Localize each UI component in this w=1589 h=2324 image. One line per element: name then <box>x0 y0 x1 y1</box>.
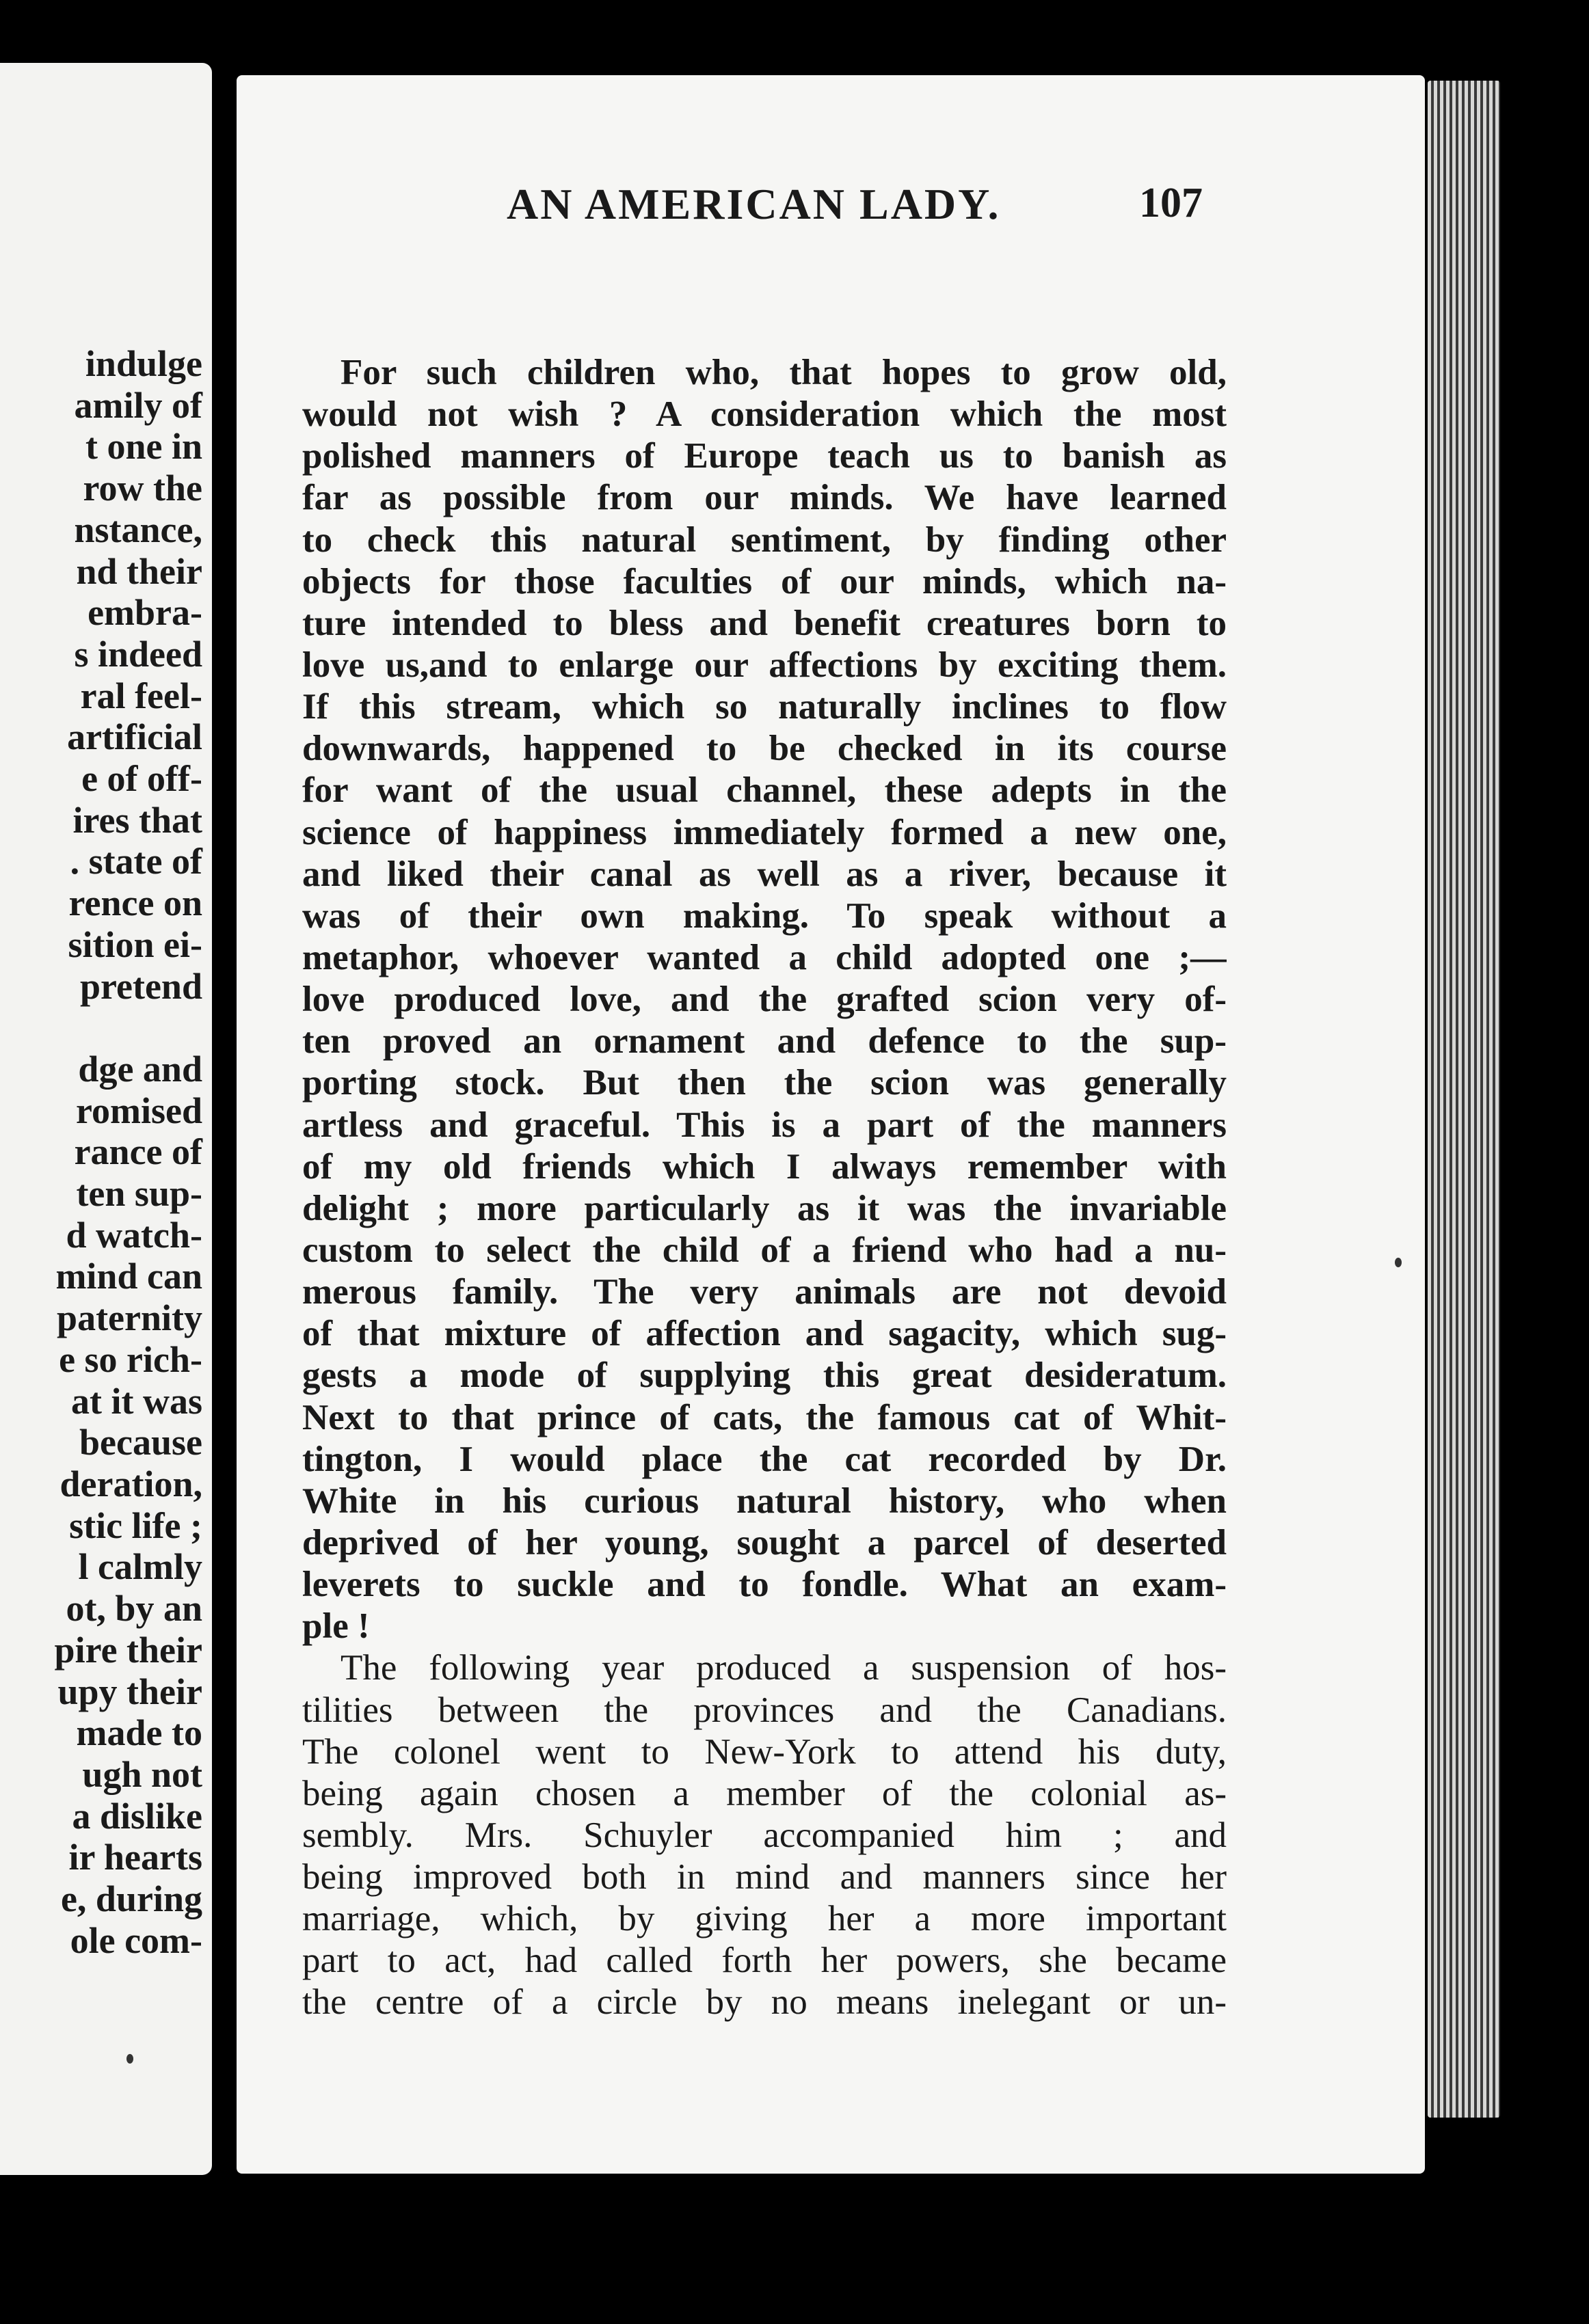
text-line: part to act, had called forth her powers, she became <box>302 1941 1227 1981</box>
text-line: downwards, happened to be checked in its course <box>302 729 1227 769</box>
left-page-line: artificial <box>67 716 202 758</box>
left-page-line: deration, <box>59 1463 202 1504</box>
left-page-line: d watch- <box>66 1214 202 1256</box>
text-line: being again chosen a member of the colonial as- <box>302 1773 1227 1813</box>
left-page-line: e, during <box>60 1878 202 1920</box>
text-line: porting stock. But then the scion was generally <box>302 1063 1227 1103</box>
left-page-line: ires that <box>72 799 202 841</box>
text-line: The following year produced a suspension of hos- <box>340 1648 1227 1688</box>
left-page-line: stic life ; <box>69 1504 202 1546</box>
left-page-line: upy their <box>57 1671 202 1712</box>
text-line: polished manners of Europe teach us to banish as <box>302 436 1227 476</box>
ink-blot <box>1395 1258 1402 1267</box>
text-line: For such children who, that hopes to grow old, <box>340 353 1227 392</box>
text-line: the centre of a circle by no means inelegant or un- <box>302 1982 1227 2023</box>
left-page-line: a dislike <box>72 1795 202 1837</box>
left-page-line: rance of <box>74 1131 202 1173</box>
left-page-line: ot, by an <box>66 1588 202 1630</box>
left-page-line: ugh not <box>82 1753 202 1795</box>
paragraph <box>302 1647 1227 2023</box>
text-line: tilities between the provinces and the Canadians. <box>302 1690 1227 1730</box>
left-page-line: ten sup- <box>76 1173 202 1215</box>
text-line: The colonel went to New-York to attend his duty, <box>302 1731 1227 1772</box>
text-line: for want of the usual channel, these adepts in the <box>302 770 1227 811</box>
left-facing-page <box>0 63 212 2175</box>
left-page-line: ir hearts <box>68 1837 202 1878</box>
paragraph <box>302 352 1227 1647</box>
text-line: ture intended to bless and benefit creatures born to <box>302 603 1227 643</box>
left-page-line: rence on <box>68 882 202 924</box>
page-body-text <box>302 352 1227 2024</box>
text-line: ple ! <box>302 1606 370 1647</box>
text-line: of that mixture of affection and sagacity, which sug- <box>302 1314 1227 1354</box>
left-page-line: paternity <box>57 1297 202 1339</box>
text-line: metaphor, whoever wanted a child adopted one ;— <box>302 937 1227 977</box>
text-line: White in his curious natural history, who when <box>302 1481 1227 1521</box>
text-line: love us,and to enlarge our affections by exciting them. <box>302 645 1227 685</box>
text-line: If this stream, which so naturally inclines to flow <box>302 687 1227 727</box>
left-page-text <box>55 343 202 1961</box>
left-page-line: at it was <box>71 1380 202 1422</box>
book-page-edges <box>1428 81 1500 2118</box>
text-line: far as possible from our minds. We have learned <box>302 478 1227 518</box>
text-line: of my old friends which I always remember with <box>302 1146 1227 1187</box>
text-line: science of happiness immediately formed a new one, <box>302 812 1227 852</box>
left-page-line: pire their <box>54 1629 202 1671</box>
text-line: leverets to suckle and to fondle. What an exam- <box>302 1565 1227 1605</box>
left-page-line: mind can <box>55 1256 202 1297</box>
left-page-line: nstance, <box>74 509 202 550</box>
text-line: sembly. Mrs. Schuyler accompanied him ; and <box>302 1815 1227 1855</box>
page-number: 107 <box>1139 180 1203 226</box>
left-page-line: row the <box>83 468 202 509</box>
left-page-line: dge and <box>78 1048 202 1090</box>
left-page-line: romised <box>76 1090 202 1131</box>
text-line: was of their own making. To speak without a <box>302 895 1227 936</box>
text-line: ten proved an ornament and defence to the sup- <box>302 1021 1227 1062</box>
text-line: Next to that prince of cats, the famous cat of Whit- <box>302 1397 1227 1437</box>
text-line: artless and graceful. This is a part of the manners <box>302 1105 1227 1145</box>
left-page-line: . state of <box>70 841 202 882</box>
left-page-line: l calmly <box>78 1546 202 1588</box>
text-line: would not wish ? A consideration which the most <box>302 394 1227 435</box>
left-page-line: embra- <box>88 592 202 634</box>
left-page-line: ral feel- <box>80 675 202 716</box>
text-line: gests a mode of supplying this great desideratum. <box>302 1355 1227 1396</box>
text-line: custom to select the child of a friend who had a nu- <box>302 1230 1227 1270</box>
ink-blot <box>126 2054 133 2064</box>
text-line: deprived of her young, sought a parcel of deserted <box>302 1522 1227 1563</box>
text-line: objects for those faculties of our minds, which na- <box>302 561 1227 602</box>
text-line: to check this natural sentiment, by finding other <box>302 519 1227 560</box>
text-line: tington, I would place the cat recorded by Dr. <box>302 1439 1227 1479</box>
text-line: delight ; more particularly as it was the invariable <box>302 1188 1227 1228</box>
text-line: marriage, which, by giving her a more important <box>302 1899 1227 1939</box>
left-page-line: e of off- <box>81 758 202 800</box>
left-page-line: sition ei- <box>68 923 202 965</box>
left-page-line: t one in <box>85 426 202 468</box>
left-page-line: pretend <box>79 965 202 1007</box>
left-page-line: ole com- <box>70 1919 202 1961</box>
text-line: and liked their canal as well as a river, because it <box>302 854 1227 894</box>
text-line: merous family. The very animals are not devoid <box>302 1272 1227 1312</box>
left-page-line: because <box>79 1422 202 1463</box>
text-line: love produced love, and the grafted scion very of- <box>302 979 1227 1020</box>
left-page-line: amily of <box>74 384 202 426</box>
left-page-line: indulge <box>85 343 202 384</box>
text-line: being improved both in mind and manners since her <box>302 1857 1227 1897</box>
scanner-background <box>0 2175 1589 2324</box>
left-page-line <box>55 1007 202 1049</box>
running-title: AN AMERICAN LADY. <box>507 180 1001 228</box>
left-page-line: nd their <box>76 550 202 592</box>
left-page-line: made to <box>76 1712 202 1754</box>
left-page-line: e so rich- <box>59 1338 202 1380</box>
left-page-line: s indeed <box>74 633 202 675</box>
running-head <box>237 179 1214 247</box>
